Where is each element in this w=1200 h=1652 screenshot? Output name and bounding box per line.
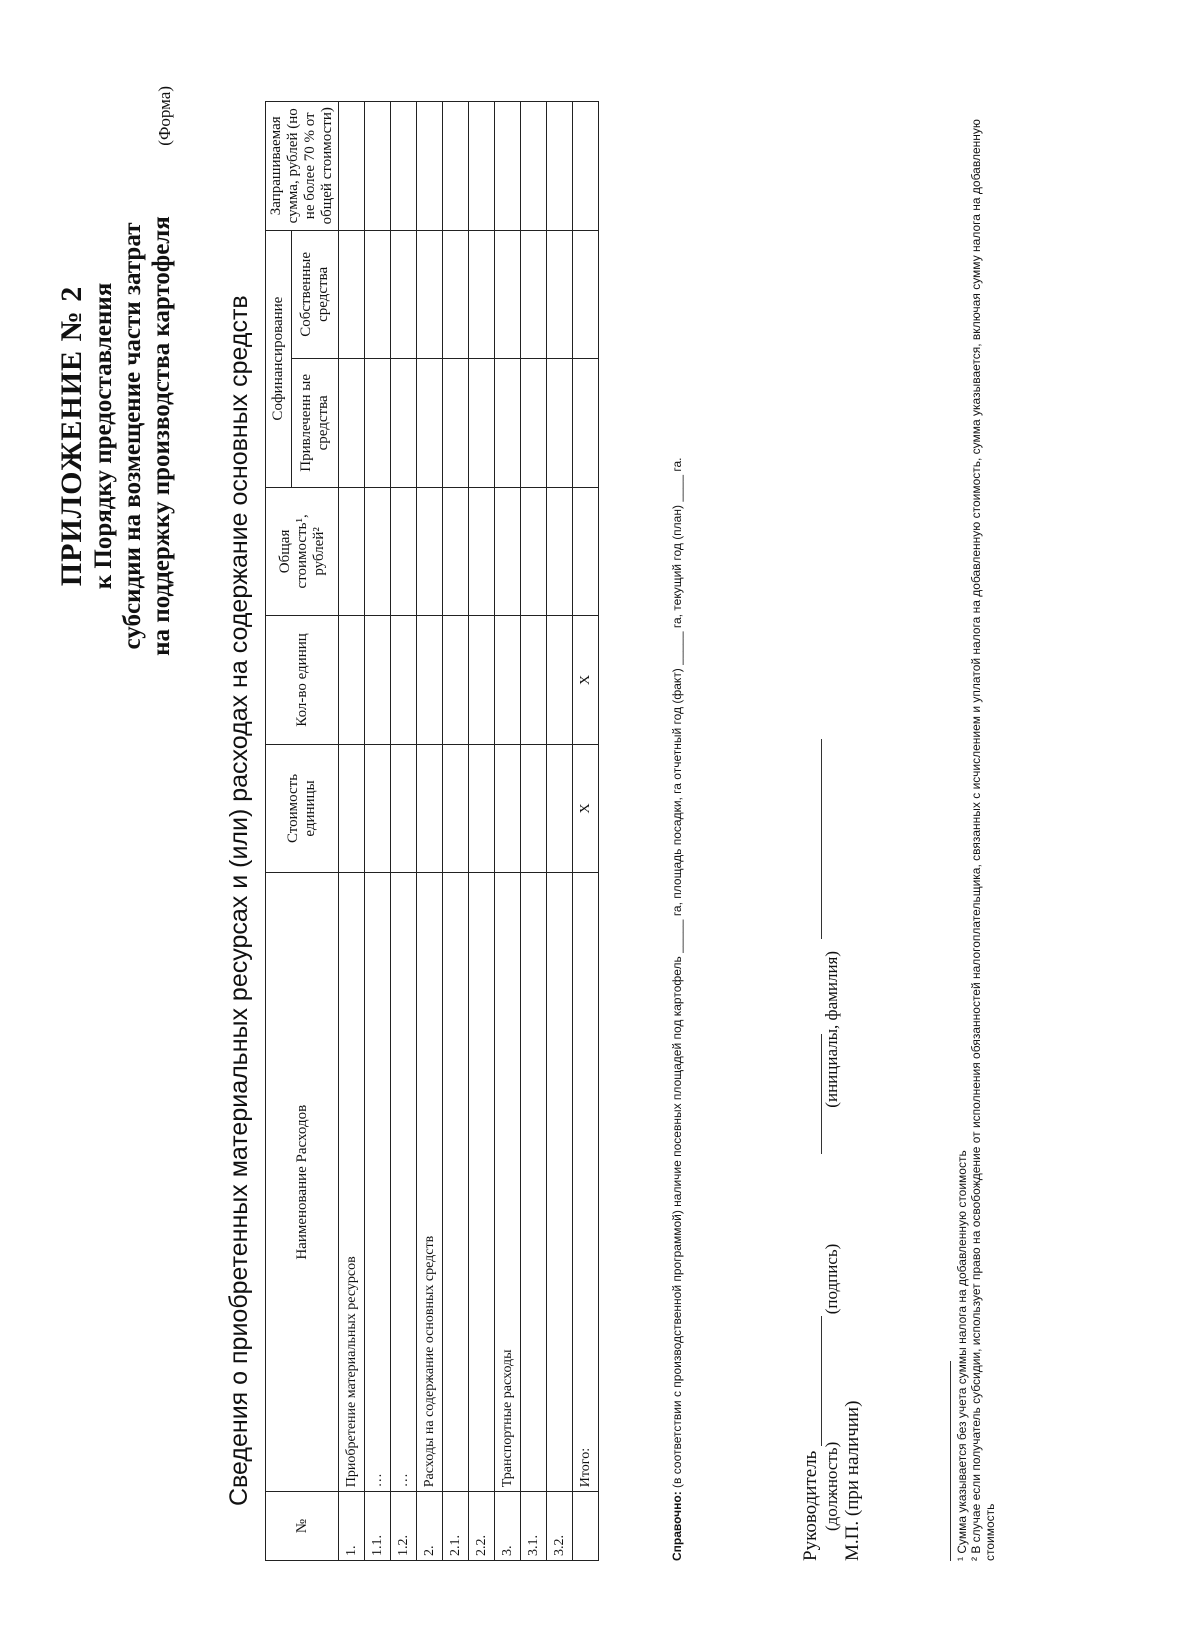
cell-requested xyxy=(339,102,365,231)
cell-unit-cost xyxy=(521,744,547,873)
table-row xyxy=(495,102,521,1561)
appendix-subtitle-line-3: на поддержку производства картофеля xyxy=(148,216,175,656)
head-label: Руководитель xyxy=(800,1450,821,1561)
cell-num: 1. xyxy=(339,1492,365,1561)
cell-own xyxy=(469,230,495,359)
cell-name xyxy=(469,873,495,1492)
cell-own xyxy=(339,230,365,359)
appendix-subtitle-line-2: субсидии на возмещение части затрат xyxy=(119,222,146,650)
cell-requested xyxy=(573,102,599,231)
cell-unit-cost xyxy=(547,744,573,873)
cell-total xyxy=(443,487,469,616)
cell-name: Итого: xyxy=(573,873,599,1492)
cell-qty xyxy=(469,616,495,745)
cell-attracted xyxy=(547,359,573,488)
appendix-title: ПРИЛОЖЕНИЕ № 2 xyxy=(55,285,88,587)
appendix-subtitle-line-1: к Порядку предоставления xyxy=(90,282,117,590)
cell-qty xyxy=(365,616,391,745)
col-header-cofinancing: Софинансирование xyxy=(266,230,292,487)
table-row xyxy=(339,102,365,1561)
cell-attracted xyxy=(495,359,521,488)
reference-note-text: (в соответствии с производственной программой) наличие посевных площадей под картофель _____ га, площадь посадки, га отчетный год (факт) _____ га, текущий год (план) ____ га. xyxy=(670,457,684,1488)
cell-qty xyxy=(547,616,573,745)
signature-line xyxy=(801,1034,822,1154)
cell-qty xyxy=(495,616,521,745)
cell-unit-cost: Х xyxy=(573,744,599,873)
footnotes xyxy=(955,101,997,1561)
table-row xyxy=(521,102,547,1561)
cell-qty xyxy=(417,616,443,745)
position-line xyxy=(801,1316,822,1446)
col-header-num: № xyxy=(266,1492,339,1561)
reference-note-label: Справочно: xyxy=(670,1491,684,1561)
cell-own xyxy=(443,230,469,359)
table-row-total xyxy=(573,102,599,1561)
cell-num: 1.2. xyxy=(391,1492,417,1561)
signature-block xyxy=(800,739,864,1561)
table-row xyxy=(365,102,391,1561)
cell-own xyxy=(495,230,521,359)
cell-own xyxy=(417,230,443,359)
col-header-qty: Кол-во единиц xyxy=(266,616,339,745)
cell-attracted xyxy=(417,359,443,488)
position-caption: (должность) xyxy=(822,1441,841,1531)
cell-total xyxy=(469,487,495,616)
table-row xyxy=(547,102,573,1561)
cell-attracted xyxy=(469,359,495,488)
footnote-1: ¹ Сумма указывается без учета суммы налога на добавленную стоимость xyxy=(955,1150,969,1561)
document-sheet xyxy=(55,56,1145,1596)
cell-total xyxy=(339,487,365,616)
cell-qty xyxy=(391,616,417,745)
initials-line xyxy=(801,739,822,939)
footnote-2: ² В случае если получатель субсидии, использует право на освобождение от исполнения обязанностей налогоплательщика, связанных с исчислением и уплатой налога на добавленную стоимость, сумма указывается, включая сумму налога на добавленную стоимость xyxy=(969,119,997,1561)
cell-name: … xyxy=(365,873,391,1492)
expenses-table xyxy=(265,101,599,1561)
cell-qty xyxy=(521,616,547,745)
cell-unit-cost xyxy=(469,744,495,873)
cell-requested xyxy=(443,102,469,231)
cell-requested xyxy=(495,102,521,231)
cell-name: … xyxy=(391,873,417,1492)
cell-num: 2.1. xyxy=(443,1492,469,1561)
col-header-own: Собственные средства xyxy=(292,230,339,359)
cell-own xyxy=(573,230,599,359)
cell-qty xyxy=(339,616,365,745)
cell-attracted xyxy=(339,359,365,488)
cell-name: Расходы на содержание основных средств xyxy=(417,873,443,1492)
cell-attracted xyxy=(573,359,599,488)
cell-requested xyxy=(365,102,391,231)
cell-own xyxy=(391,230,417,359)
col-header-name: Наименование Расходов xyxy=(266,873,339,1492)
cell-num: 1.1. xyxy=(365,1492,391,1561)
cell-name xyxy=(521,873,547,1492)
col-header-attracted: Привлеченн ые средства xyxy=(292,359,339,488)
cell-total xyxy=(547,487,573,616)
cell-total xyxy=(391,487,417,616)
table-row xyxy=(417,102,443,1561)
cell-unit-cost xyxy=(417,744,443,873)
footnote-divider xyxy=(950,1361,951,1561)
appendix-header xyxy=(55,86,176,746)
cell-name: Транспортные расходы xyxy=(495,873,521,1492)
cell-unit-cost xyxy=(495,744,521,873)
col-header-unit-cost: Стоимость единицы xyxy=(266,744,339,873)
cell-attracted xyxy=(391,359,417,488)
cell-attracted xyxy=(443,359,469,488)
caption-row xyxy=(822,739,842,1561)
cell-total xyxy=(521,487,547,616)
signature-line-row xyxy=(800,739,822,1561)
cell-own xyxy=(365,230,391,359)
signature-caption: (подпись) xyxy=(822,1243,841,1315)
cell-attracted xyxy=(521,359,547,488)
cell-total xyxy=(417,487,443,616)
cell-requested xyxy=(521,102,547,231)
cell-attracted xyxy=(365,359,391,488)
cell-unit-cost xyxy=(391,744,417,873)
cell-requested xyxy=(469,102,495,231)
cell-name xyxy=(443,873,469,1492)
initials-caption: (инициалы, фамилия) xyxy=(822,950,841,1108)
table-row xyxy=(443,102,469,1561)
cell-own xyxy=(547,230,573,359)
table-row xyxy=(391,102,417,1561)
cell-name xyxy=(547,873,573,1492)
cell-requested xyxy=(391,102,417,231)
cell-requested xyxy=(417,102,443,231)
cell-num xyxy=(573,1492,599,1561)
reference-note xyxy=(670,458,684,1561)
stamp-label: М.П. (при наличии) xyxy=(842,1400,863,1561)
cell-qty xyxy=(443,616,469,745)
cell-num: 2. xyxy=(417,1492,443,1561)
cell-total xyxy=(365,487,391,616)
table-row xyxy=(469,102,495,1561)
cell-requested xyxy=(547,102,573,231)
cell-num: 2.2. xyxy=(469,1492,495,1561)
form-title: Сведения о приобретенных материальных ресурсах и (или) расходах на содержание основных средств xyxy=(225,295,253,1506)
cell-num: 3.1. xyxy=(521,1492,547,1561)
cell-num: 3. xyxy=(495,1492,521,1561)
cell-name: Приобретение материальных ресурсов xyxy=(339,873,365,1492)
col-header-requested: Запрашиваемая сумма, рублей (но не более 70 % от общей стоимости) xyxy=(266,102,339,231)
cell-unit-cost xyxy=(443,744,469,873)
form-label: (Форма) xyxy=(155,86,174,146)
cell-total xyxy=(495,487,521,616)
cell-own xyxy=(521,230,547,359)
cell-unit-cost xyxy=(365,744,391,873)
col-header-total: Общая стоимость¹, рублей² xyxy=(266,487,339,616)
cell-qty: Х xyxy=(573,616,599,745)
cell-total xyxy=(573,487,599,616)
cell-unit-cost xyxy=(339,744,365,873)
cell-num: 3.2. xyxy=(547,1492,573,1561)
